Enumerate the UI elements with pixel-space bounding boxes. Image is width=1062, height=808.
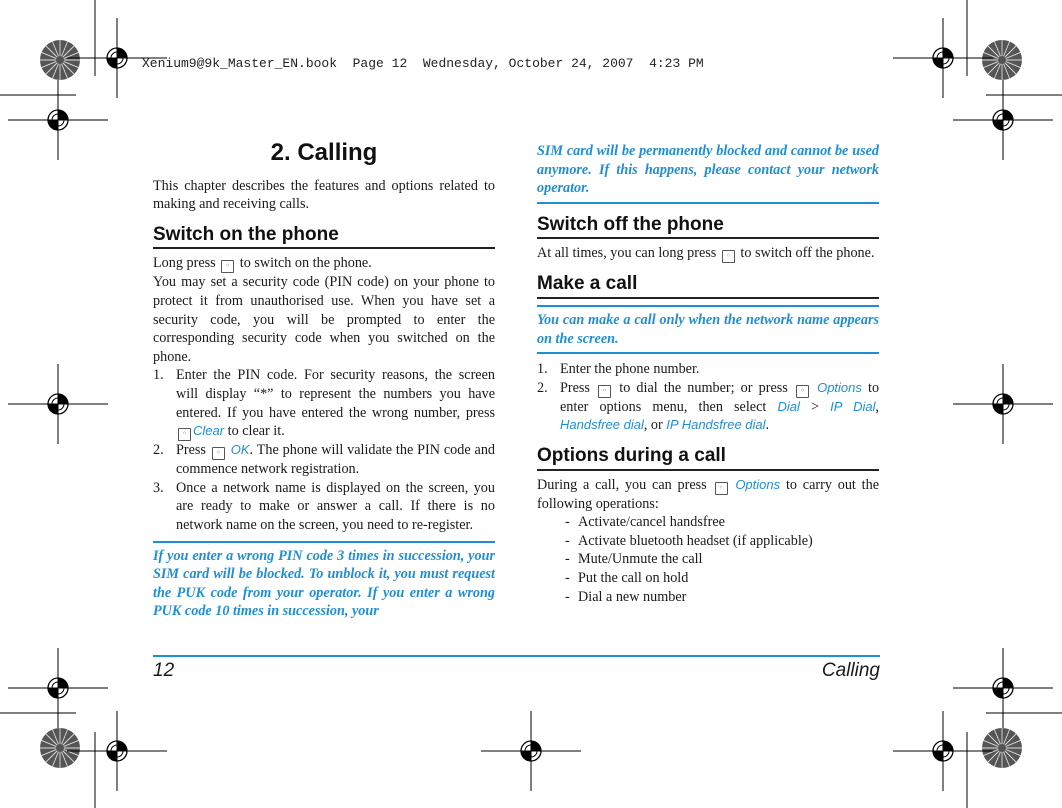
dash: - [565,514,570,531]
ip-dial-ui-label: IP Dial [830,398,876,414]
item-text: Put the call on hold [578,569,689,586]
step-text-after: to clear it. [227,423,285,440]
list-item [537,550,879,569]
dash: - [565,569,570,586]
step-text: to enter options menu, then select [560,379,880,415]
footer-chapter-name: Calling [821,660,880,681]
pin-step-1 [153,366,495,441]
pin-warning-note-continued: SIM card will be permanently blocked and cannot be used anymore. If this happens, please contact your network operator. [537,142,879,204]
dash: - [565,588,570,605]
power-key-icon: ◦ [221,260,234,273]
make-call-steps [537,360,879,435]
left-softkey-icon: ◦ [212,447,225,460]
security-code-para: You may set a security code (PIN code) on your phone to protect it from unauthorised use. When you have set a security code, you will be prompted to enter the corresponding security code when you switched on the phone. [153,274,495,365]
handsfree-dial-ui-label: Handsfree dial [560,417,644,433]
switch-off-text-a: At all times, you can long press [537,245,717,262]
step-number: 3. [153,479,164,496]
step-text-after: . The phone will validate the PIN code and commence network registration. [176,442,496,478]
comma: , [875,398,880,415]
right-column [537,142,879,606]
print-header: Xenium9@9k_Master_EN.book Page 12 Wednesday, October 24, 2007 4:23 PM [142,56,704,71]
options-ui-label: Options [817,379,862,395]
make-call-heading: Make a call [537,275,879,299]
right-softkey-icon: ◦ [178,428,191,441]
pin-step-3 [153,479,495,535]
pin-warning-note: If you enter a wrong PIN code 3 times in succession, your SIM card will be blocked. To unblock it, you must request the PUK code from your operator. If you enter a wrong PUK code 10 times in succession, your [153,541,495,621]
step-text: Enter the phone number. [560,361,700,378]
step-text: Press [176,442,206,459]
list-item [537,569,879,588]
make-call-step-1 [537,360,879,379]
pin-steps [153,366,495,534]
options-heading: Options during a call [537,447,879,471]
ip-handsfree-dial-ui-label: IP Handsfree dial [666,417,766,433]
switch-on-heading: Switch on the phone [153,226,495,250]
footer-rule [153,655,880,657]
switch-on-line [153,254,495,273]
step-number: 2. [537,379,548,396]
switch-off-para [537,244,879,263]
dash: - [565,532,570,549]
step-number: 2. [153,442,164,459]
item-text: Activate bluetooth headset (if applicable) [578,532,813,549]
step-number: 1. [153,367,164,384]
ok-ui-label: OK [230,442,250,458]
step-text: Enter the PIN code. For security reasons, the screen will display “*” to represent the numbers you have entered. If you have entered the wrong number, press [176,367,495,421]
step-text: Press [560,379,590,396]
make-call-step-2 [537,379,879,435]
menu-separator: > [810,398,819,415]
network-note: You can make a call only when the network name appears on the screen. [537,305,879,354]
dash: - [565,551,570,568]
chapter-intro: This chapter describes the features and options related to making and receiving calls. [153,177,495,213]
step-number: 1. [537,361,548,378]
dial-ui-label: Dial [777,398,800,414]
pin-step-2 [153,441,495,479]
list-item [537,588,879,607]
list-item [537,532,879,551]
page-number: 12 [153,660,175,681]
left-softkey-icon: ◦ [796,385,809,398]
chapter-title: 2. Calling [270,139,378,166]
period: . [765,417,770,434]
left-softkey-icon: ◦ [715,482,728,495]
item-text: Mute/Unmute the call [578,551,703,568]
item-text: Activate/cancel handsfree [578,514,725,531]
options-ui-label: Options [735,476,781,492]
switch-off-text-b: to switch off the phone. [740,245,875,262]
or-text: , or [643,417,663,434]
options-intro-a: During a call, you can press [537,476,707,493]
switch-off-heading: Switch off the phone [537,216,879,240]
clear-ui-label: Clear [193,423,225,439]
call-operations-list [537,513,879,606]
options-intro [537,476,879,514]
power-key-icon: ◦ [722,250,735,263]
step-text: to dial the number; or press [619,379,788,396]
options-intro-b: to carry out the following operations: [537,476,879,512]
switch-on-text-b: to switch on the phone. [239,255,372,272]
list-item [537,513,879,532]
left-column [153,139,496,621]
switch-on-text-a: Long press [153,255,216,272]
step-text: Once a network name is displayed on the screen, you are ready to make or answer a call. If there is no network name on the screen, you need to re-register. [176,479,495,533]
call-key-icon: ◦ [598,385,611,398]
item-text: Dial a new number [578,588,687,605]
